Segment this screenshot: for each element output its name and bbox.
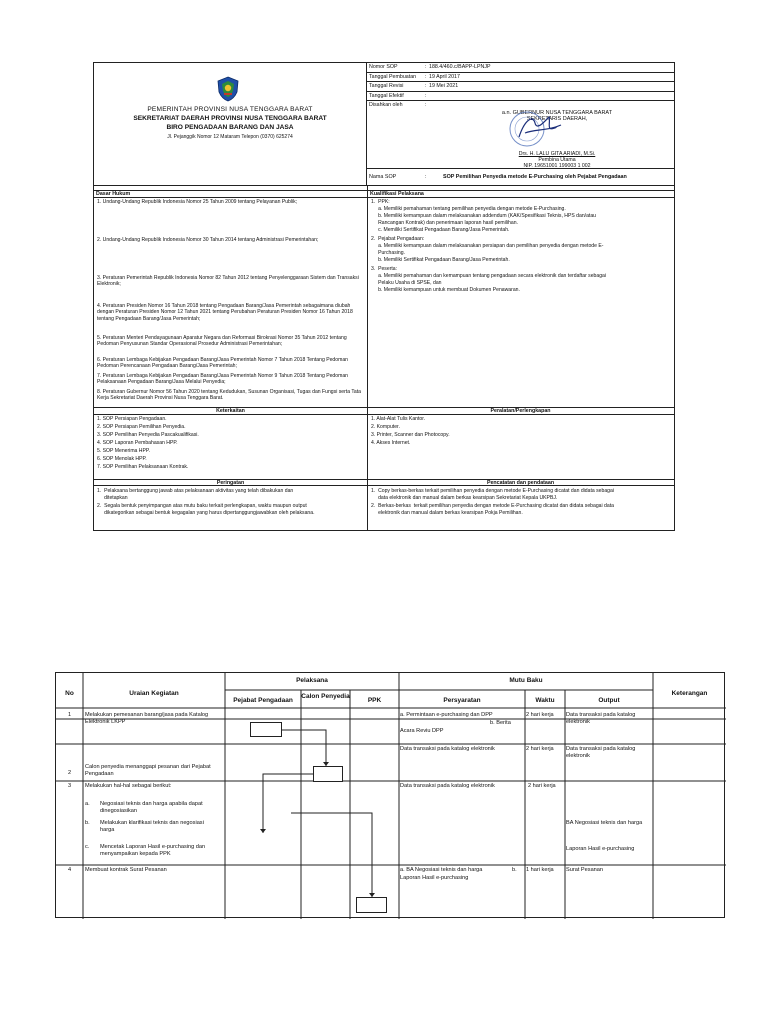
table-grid-and-flowchart bbox=[56, 673, 726, 919]
approved-colon: : bbox=[425, 102, 427, 108]
meta-row bbox=[367, 73, 674, 83]
row-persyaratan: Data transaksi pada katalog elektronik bbox=[400, 783, 495, 789]
col-pelaksana: Pelaksana bbox=[296, 677, 328, 684]
list-item: 1. Pelaksana bertanggung jawab atas pelaksanaan aktivitas yang telah dibakukan dan bbox=[97, 488, 294, 494]
sop-name: SOP Pemilihan Penyedia metode E-Purchasing oleh Pejabat Pengadaan bbox=[443, 174, 627, 180]
row-uraian: Calon penyedia menanggapi pesanan dari Pejabat Pengadaan bbox=[85, 764, 211, 777]
row-no: 3 bbox=[67, 783, 72, 789]
list-item: b. Memiliki kemampuan untuk membuat Dokumen Penawaran. bbox=[371, 287, 520, 293]
row-persyaratan: Acara Reviu DPP bbox=[400, 728, 444, 734]
list-item: 3. Peserta: bbox=[371, 266, 398, 272]
signatory-rank: Pembina Utama bbox=[538, 157, 576, 163]
list-item: 2. Berkas-berkas terkait pemilihan penyedia dengan metode E-Purchasing dicatat dan didata sebagai data bbox=[371, 503, 614, 509]
col-no: No bbox=[65, 690, 74, 697]
meta-key: Tanggal Revisi bbox=[369, 83, 404, 89]
row-output: BA Negosiasi teknis dan harga bbox=[566, 820, 643, 826]
row-uraian: Melakukan hal-hal sebagai berikut: bbox=[85, 783, 172, 789]
list-item: dikategorikan sebagai bentuk kegagalan yang harus dipertanggungjawabkan oleh pelaksana. bbox=[97, 510, 315, 516]
list-item: a. Memiliki pemahaman tentang pemilihan penyedia dengan metode E-Purchasing. bbox=[371, 206, 566, 212]
sop-name-label: Nama SOP bbox=[369, 174, 397, 180]
signatory-name: Drs. H. LALU GITA ARIADI, M.Si. bbox=[518, 151, 596, 157]
list-item: 6. SOP Menolak HPP. bbox=[97, 456, 147, 462]
list-item: a. Memiliki pemahaman dan kemampuan tentang pengadaan secara elektronik dan terdaftar sebagai bbox=[371, 273, 607, 279]
list-item: 1. PPK: bbox=[371, 199, 390, 205]
kualifikasi-title: Kualifikasi Pelaksana bbox=[370, 191, 424, 197]
list-item: 1. Alat-Alat Tulis Kantor. bbox=[371, 416, 426, 422]
list-item: 4. Peraturan Presiden Nomor 16 Tahun 2018 tentang Pengadaan Barang/Jasa Pemerintah sebagaimana diubah dengan Peraturan Presiden Nomor 12 Tahun 2021 tentang Perubahan Peraturan Presiden Nomor 16 Tahun 2018 tentang Pengadaan Barang/Jasa Pemerintah; bbox=[97, 303, 353, 322]
dasar-hukum-title: Dasar Hukum bbox=[96, 191, 131, 197]
row-waktu: 2 hari kerja bbox=[526, 712, 554, 718]
row-persyaratan: Laporan Hasil e-purchasing bbox=[400, 875, 469, 881]
list-item: b. Memiliki Sertifikat Pengadaan Barang/Jasa Pemerintah. bbox=[371, 257, 510, 263]
row-output: Surat Pesanan bbox=[566, 867, 604, 873]
list-item: ditetapkan bbox=[97, 495, 128, 501]
sub-item: Negosiasi teknis dan harga apabila dapat dinegosiasikan bbox=[100, 801, 203, 814]
row-output: Laporan Hasil e-purchasing bbox=[566, 846, 635, 852]
official-stamp-signature-icon bbox=[505, 109, 565, 149]
flow-box-calon bbox=[313, 766, 343, 782]
row-waktu: 1 hari kerja bbox=[526, 867, 554, 873]
meta-row bbox=[367, 92, 674, 102]
col-output: Output bbox=[598, 697, 620, 704]
flow-box-pejabat bbox=[250, 722, 282, 737]
list-item: 2. SOP Persiapan Pemilihan Penyedia. bbox=[97, 424, 186, 430]
keterkaitan-title: Keterkaitan bbox=[216, 408, 245, 414]
peralatan-title: Peralatan/Perlengkapan bbox=[490, 408, 551, 414]
list-item: 4. SOP Laporan Pembahasan HPP. bbox=[97, 440, 178, 446]
sop-name-row bbox=[367, 169, 674, 185]
row-persyaratan: b. Berita bbox=[490, 720, 511, 726]
row-persyaratan: a. Permintaan e-purchasing dan DPP bbox=[400, 712, 493, 718]
list-item: b. Memiliki kemampuan dalam melaksanakan addendum (KAK/Spesifikasi Teknis, HPS dan/atau bbox=[371, 213, 596, 219]
list-item: c. Memiliki Sertifikat Pengadaan Barang/Jasa Pemerintah. bbox=[371, 227, 510, 233]
list-item: 2. Undang-Undang Republik Indonesia Nomor 30 Tahun 2014 tentang Administrasi Pemerintahan; bbox=[97, 237, 319, 243]
col-calon: Calon Penyedia bbox=[301, 693, 350, 700]
list-item: 2. Pejabat Pengadaan: bbox=[371, 236, 425, 242]
approved-label: Disahkan oleh bbox=[369, 102, 403, 108]
org-line-2: SEKRETARIAT DAERAH PROVINSI NUSA TENGGARA BARAT bbox=[133, 115, 327, 122]
row-uraian: Melakukan pemesanan barang/jasa pada Katalog Elektronik LKPP bbox=[85, 712, 209, 725]
sub-item: Melakukan klarifikasi teknis dan negosiasi harga bbox=[100, 820, 204, 833]
row-persyaratan: Data transaksi pada katalog elektronik bbox=[400, 746, 495, 752]
row-no: 2 bbox=[67, 770, 72, 776]
list-item: data elektronik dan manual dalam berkas kearsipan Sekretariat Kepala UKPBJ. bbox=[371, 495, 558, 501]
meta-row bbox=[367, 82, 674, 92]
list-item: 7. Peraturan Lembaga Kebijakan Pengadaan Barang/Jasa Pemerintah Nomor 9 Tahun 2018 Tentang Pedoman Pelaksanaan Pengadaan Barang/Jasa Melalui Penyedia; bbox=[97, 373, 348, 386]
organization-block bbox=[94, 63, 367, 185]
list-item: 7. SOP Pemilihan Pelaksanaan Kontrak. bbox=[97, 464, 189, 470]
meta-row bbox=[367, 63, 674, 73]
list-item: 3. Printer, Scanner dan Photocopy. bbox=[371, 432, 450, 438]
meta-colon: : bbox=[425, 64, 427, 70]
row-persyaratan: b. bbox=[512, 867, 517, 873]
row-no: 4 bbox=[67, 867, 72, 873]
row-waktu: 2 hari kerja bbox=[526, 746, 554, 752]
list-item: 3. Peraturan Pemerintah Republik Indonesia Nomor 82 Tahun 2012 tentang Penyelenggaraan Sistem dan Transaksi Elektronik; bbox=[97, 275, 359, 288]
list-item: elektronik dan manual dalam berkas kearsipan Pokja Pemilihan. bbox=[371, 510, 523, 516]
meta-value: 19 April 2017 bbox=[429, 73, 460, 80]
org-line-3: BIRO PENGADAAN BARANG DAN JASA bbox=[166, 124, 294, 131]
approval-block bbox=[367, 101, 674, 169]
divider bbox=[94, 197, 674, 198]
col-pejabat: Pejabat Pengadaan bbox=[233, 697, 293, 704]
row-waktu: 2 hari kerja bbox=[528, 783, 556, 789]
list-item: 2. Komputer. bbox=[371, 424, 400, 430]
list-item: 5. SOP Menerima HPP. bbox=[97, 448, 151, 454]
org-address: Jl. Pejanggik Nomor 12 Mataram Telepon (0370) 625274 bbox=[167, 134, 293, 140]
org-line-1: PEMERINTAH PROVINSI NUSA TENGGARA BARAT bbox=[147, 106, 313, 113]
list-item: 8. Peraturan Gubernur Nomor 56 Tahun 2020 tentang Kedudukan, Susunan Organisasi, Tugas dan Fungsi serta Tata Kerja Sekretariat Daerah Provinsi Nusa Tenggara Barat. bbox=[97, 389, 362, 402]
row-persyaratan: a. BA Negosiasi teknis dan harga bbox=[400, 867, 483, 873]
sub-label: a. bbox=[85, 801, 90, 807]
meta-key: Nomor SOP bbox=[369, 64, 398, 70]
meta-value: 188.4/460.c/BAPP-LPNJP bbox=[429, 64, 491, 70]
col-persyaratan: Persyaratan bbox=[443, 697, 481, 704]
meta-value: 19 Mei 2021 bbox=[429, 83, 459, 89]
list-item: 2. Segala bentuk penyimpangan atas mutu baku terkait perlengkapan, waktu maupun output bbox=[97, 503, 307, 509]
row-no: 1 bbox=[67, 712, 72, 718]
col-mutu-baku: Mutu Baku bbox=[509, 677, 543, 684]
sop-header-table bbox=[93, 62, 675, 531]
col-uraian: Uraian Kegiatan bbox=[129, 690, 179, 697]
sop-name-colon: : bbox=[425, 174, 427, 180]
row-uraian: Membuat kontrak Surat Pesanan bbox=[85, 867, 167, 873]
list-item: Purchasing. bbox=[371, 250, 405, 256]
sub-label: b. bbox=[85, 820, 90, 826]
col-waktu: Waktu bbox=[535, 697, 555, 704]
flow-box-ppk bbox=[356, 897, 387, 913]
list-item: 3. SOP Pemilihan Penyedia Pascakualifikasi. bbox=[97, 432, 199, 438]
divider bbox=[94, 414, 674, 415]
meta-colon: : bbox=[425, 73, 427, 80]
signatory-title-2: SEKRETARIS DAERAH, bbox=[526, 116, 588, 122]
list-item: 1. Undang-Undang Republik Indonesia Nomor 25 Tahun 2009 tentang Pelayanan Publik; bbox=[97, 199, 298, 205]
pencatatan-title: Pencatatan dan pendataan bbox=[486, 480, 555, 486]
divider bbox=[94, 185, 674, 186]
meta-colon: : bbox=[425, 83, 427, 89]
sub-label: c. bbox=[85, 844, 90, 850]
signatory-title-1: a.n. GUBERNUR NUSA TENGGARA BARAT bbox=[501, 110, 613, 116]
province-emblem-icon bbox=[216, 76, 240, 102]
meta-colon: : bbox=[425, 92, 427, 99]
procedure-table bbox=[55, 672, 725, 918]
list-item: 6. Peraturan Lembaga Kebijakan Pengadaan Barang/Jasa Pemerintah Nomor 7 Tahun 2018 Tentang Pedoman Pedoman Perencanaan Pengadaan Barang/Jasa Pemerintah; bbox=[97, 357, 348, 370]
list-item: a. Memiliki kemampuan dalam melaksanakan persiapan dan pemilihan penyedia dengan metode E- bbox=[371, 243, 604, 249]
col-keterangan: Keterangan bbox=[671, 690, 708, 697]
meta-key: Tanggal Pembuatan bbox=[369, 73, 417, 80]
list-item: Pelaku Usaha di SPSE, dan bbox=[371, 280, 442, 286]
list-item: 5. Peraturan Menteri Pendayagunaan Aparatur Negara dan Reformasi Birokrasi Nomor 35 Tahun 2012 tentang Pedoman Penyusunan Standar Operasional Prosedur Administrasi Pemerintahan; bbox=[97, 335, 347, 348]
list-item: 1. Copy berkas-berkas terkait pemilihan penyedia dengan metode E-Purchasing dicatat dan didata sebagai bbox=[371, 488, 614, 494]
meta-key: Tanggal Efektif bbox=[369, 92, 404, 99]
list-item: 1. SOP Persiapan Pengadaan. bbox=[97, 416, 167, 422]
signatory-nip: NIP. 19651001 199003 1 002 bbox=[523, 163, 591, 169]
list-item: Rancangan Kontrak) dan penerimaan laporan hasil pemilihan. bbox=[371, 220, 518, 226]
list-item: 4. Akses Internet. bbox=[371, 440, 411, 446]
row-output: Data transaksi pada katalog elektronik bbox=[566, 746, 636, 759]
col-ppk: PPK bbox=[367, 697, 382, 704]
sub-item: Mencetak Laporan Hasil e-purchasing dan menyampaikan kepada PPK bbox=[100, 844, 206, 857]
row-output: Data transaksi pada katalog elektronik bbox=[566, 712, 636, 725]
peringatan-title: Peringatan bbox=[216, 480, 245, 486]
